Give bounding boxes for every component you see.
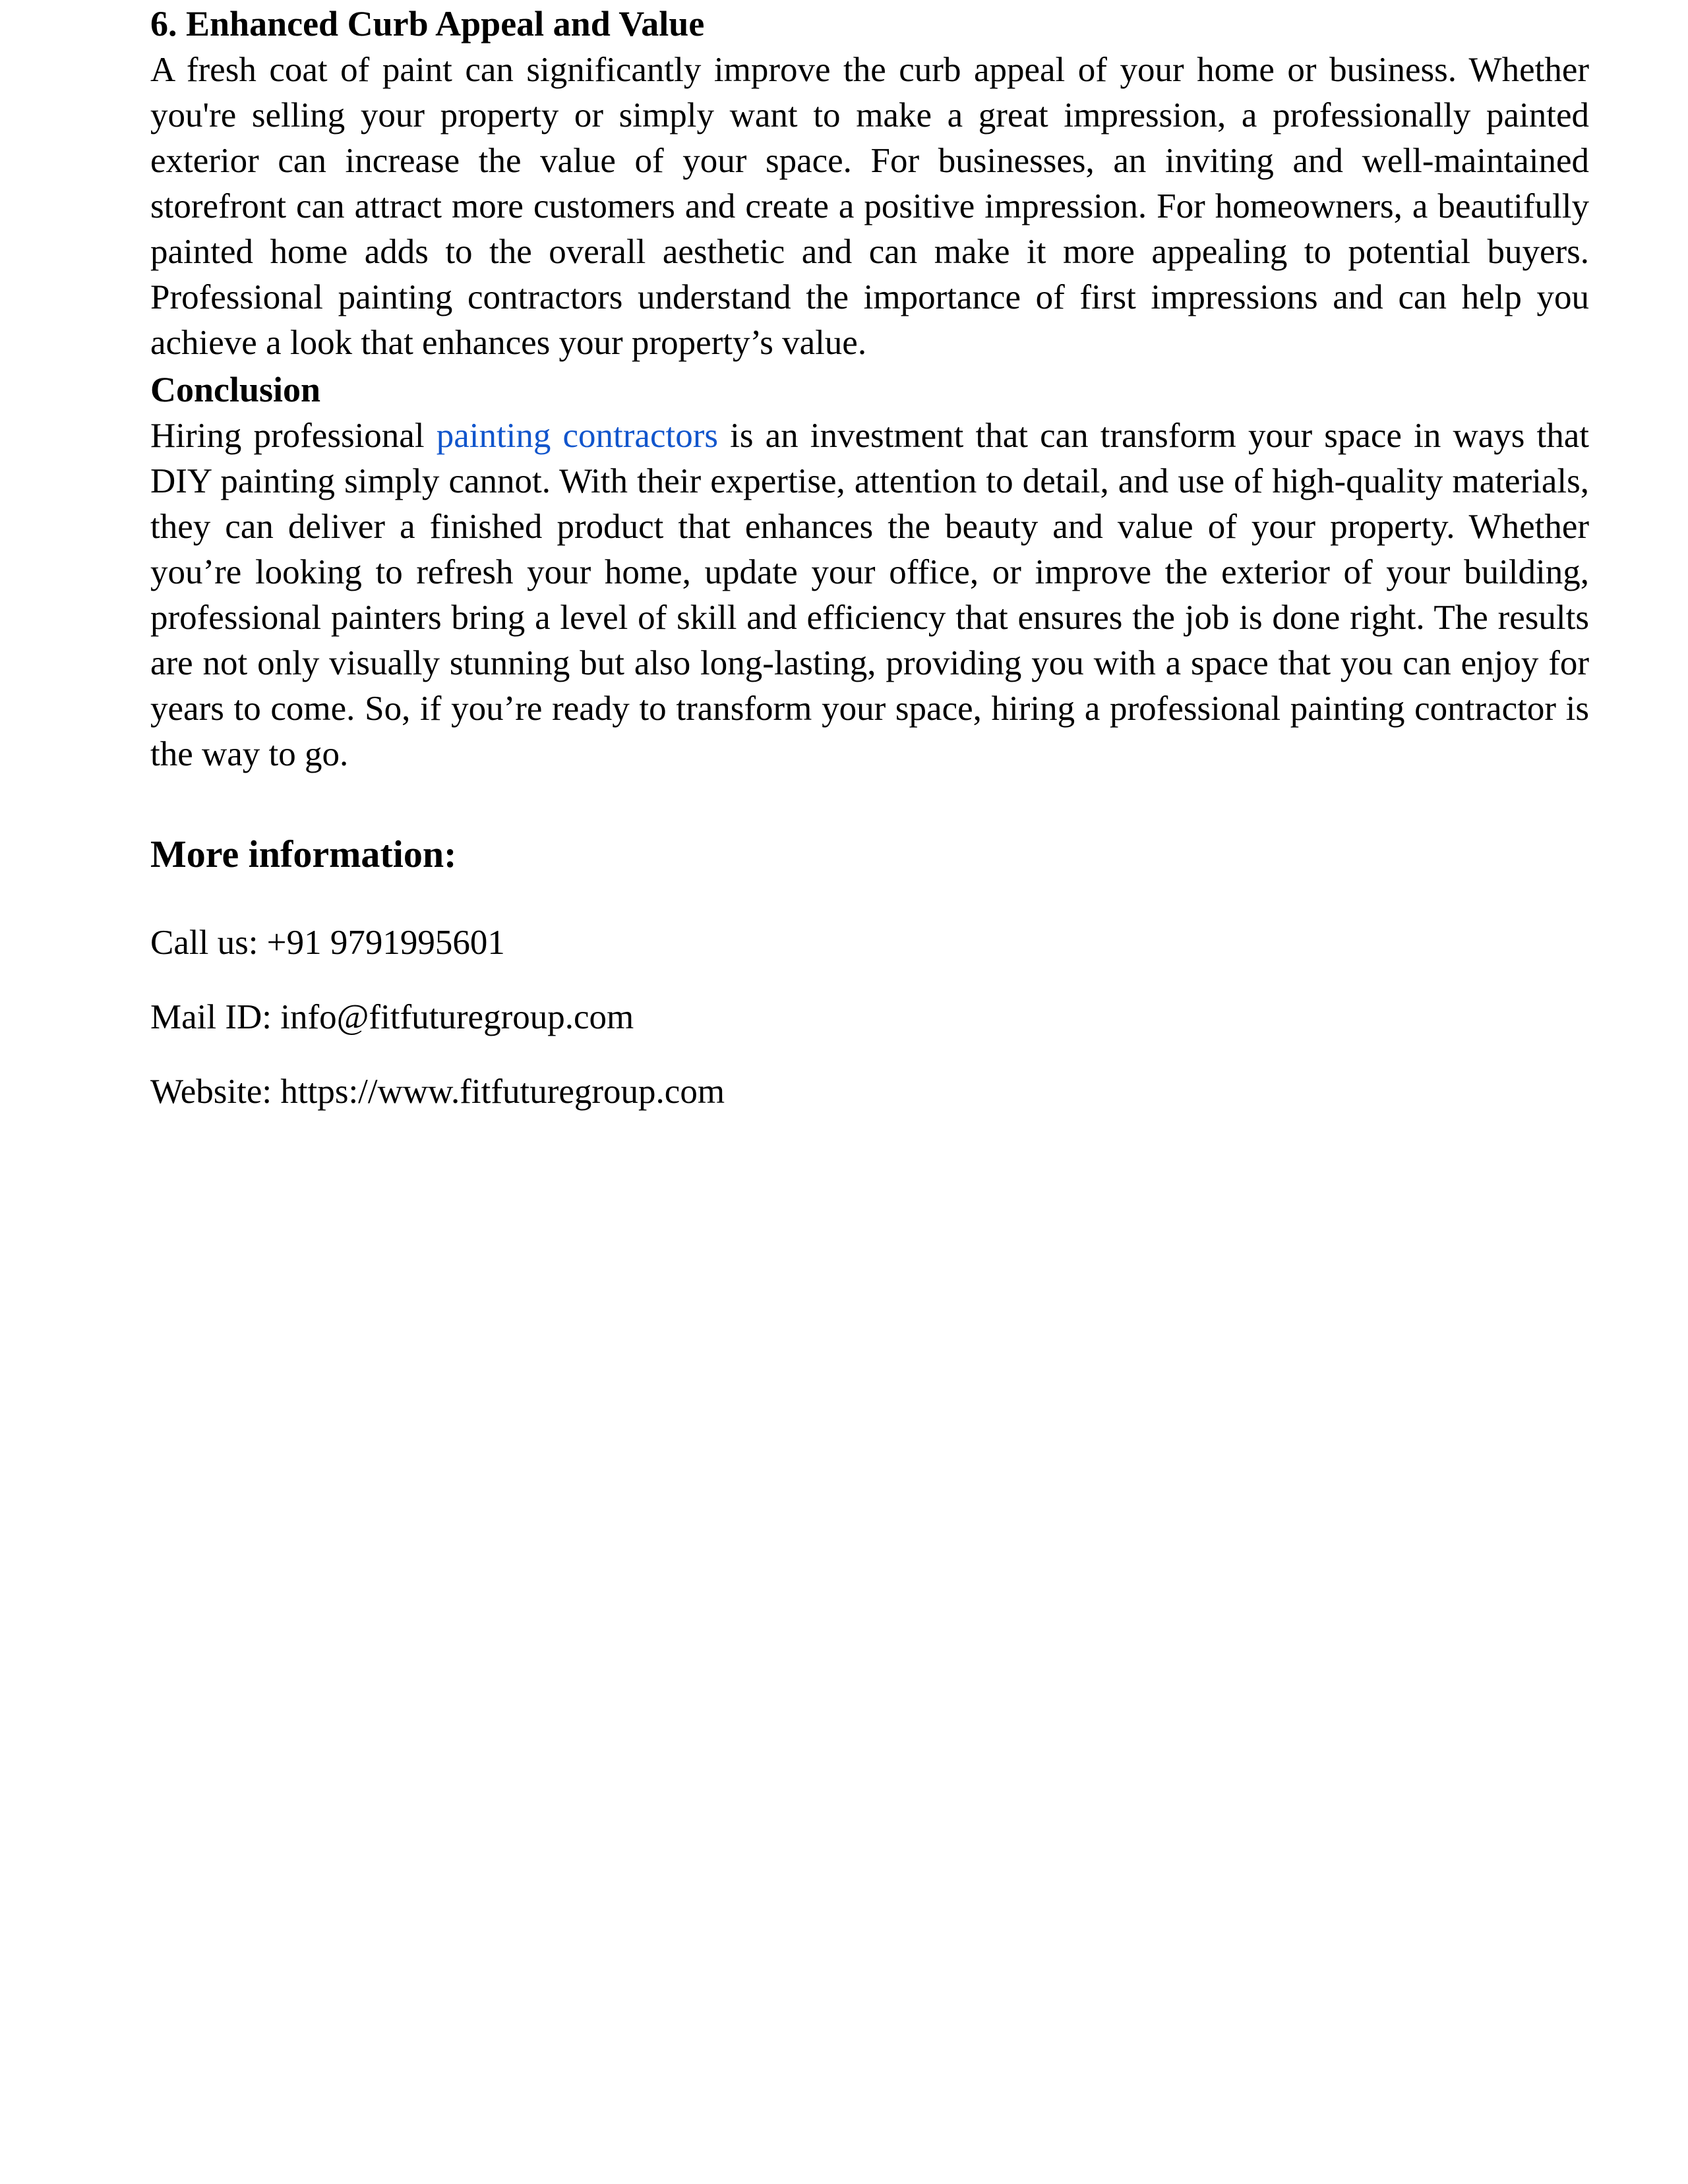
conclusion-text-after-link: is an investment that can transform your space in ways that DIY painting simply cannot. With their expertise, attention to detail, and use of high-quality materials, they can deliver a finished product that enhances the beauty and value of your property. Whether you’re looking to refresh your home, update your office, or improve the exterior of your building, professional painters bring a level of skill and efficiency that ensures the job is done right. The results are not only visually stunning but also long-lasting, providing you with a space that you can enjoy for years to come. So, if you’re ready to transform your space, hiring a professional painting contractor is the way to go.: [150, 417, 1589, 773]
conclusion-text-before-link: Hiring professional: [150, 417, 437, 455]
more-information-heading: More information:: [150, 833, 457, 875]
section-heading-conclusion: Conclusion: [150, 370, 321, 409]
contact-website-line: Website: https://www.fitfuturegroup.com: [150, 1073, 725, 1111]
paragraph-curb-appeal: A fresh coat of paint can significantly improve the curb appeal of your home or business. Whether you're selling your property or simply want to make a great impression, a professionally painted exterior can increase the value of your space. For businesses, an inviting and well-maintained storefront can attract more customers and create a positive impression. For homeowners, a beautifully painted home adds to the overall aesthetic and can make it more appealing to potential buyers. Professional painting contractors understand the importance of first impressions and can help you achieve a look that enhances your property’s value.: [150, 51, 1589, 362]
painting-contractors-link[interactable]: painting contractors: [436, 417, 718, 455]
paragraph-conclusion: [150, 413, 1589, 777]
contact-email-line: Mail ID: info@fitfuturegroup.com: [150, 998, 634, 1036]
contact-phone-line: Call us: +91 9791995601: [150, 924, 505, 962]
section-heading-curb-appeal: 6. Enhanced Curb Appeal and Value: [150, 4, 705, 44]
